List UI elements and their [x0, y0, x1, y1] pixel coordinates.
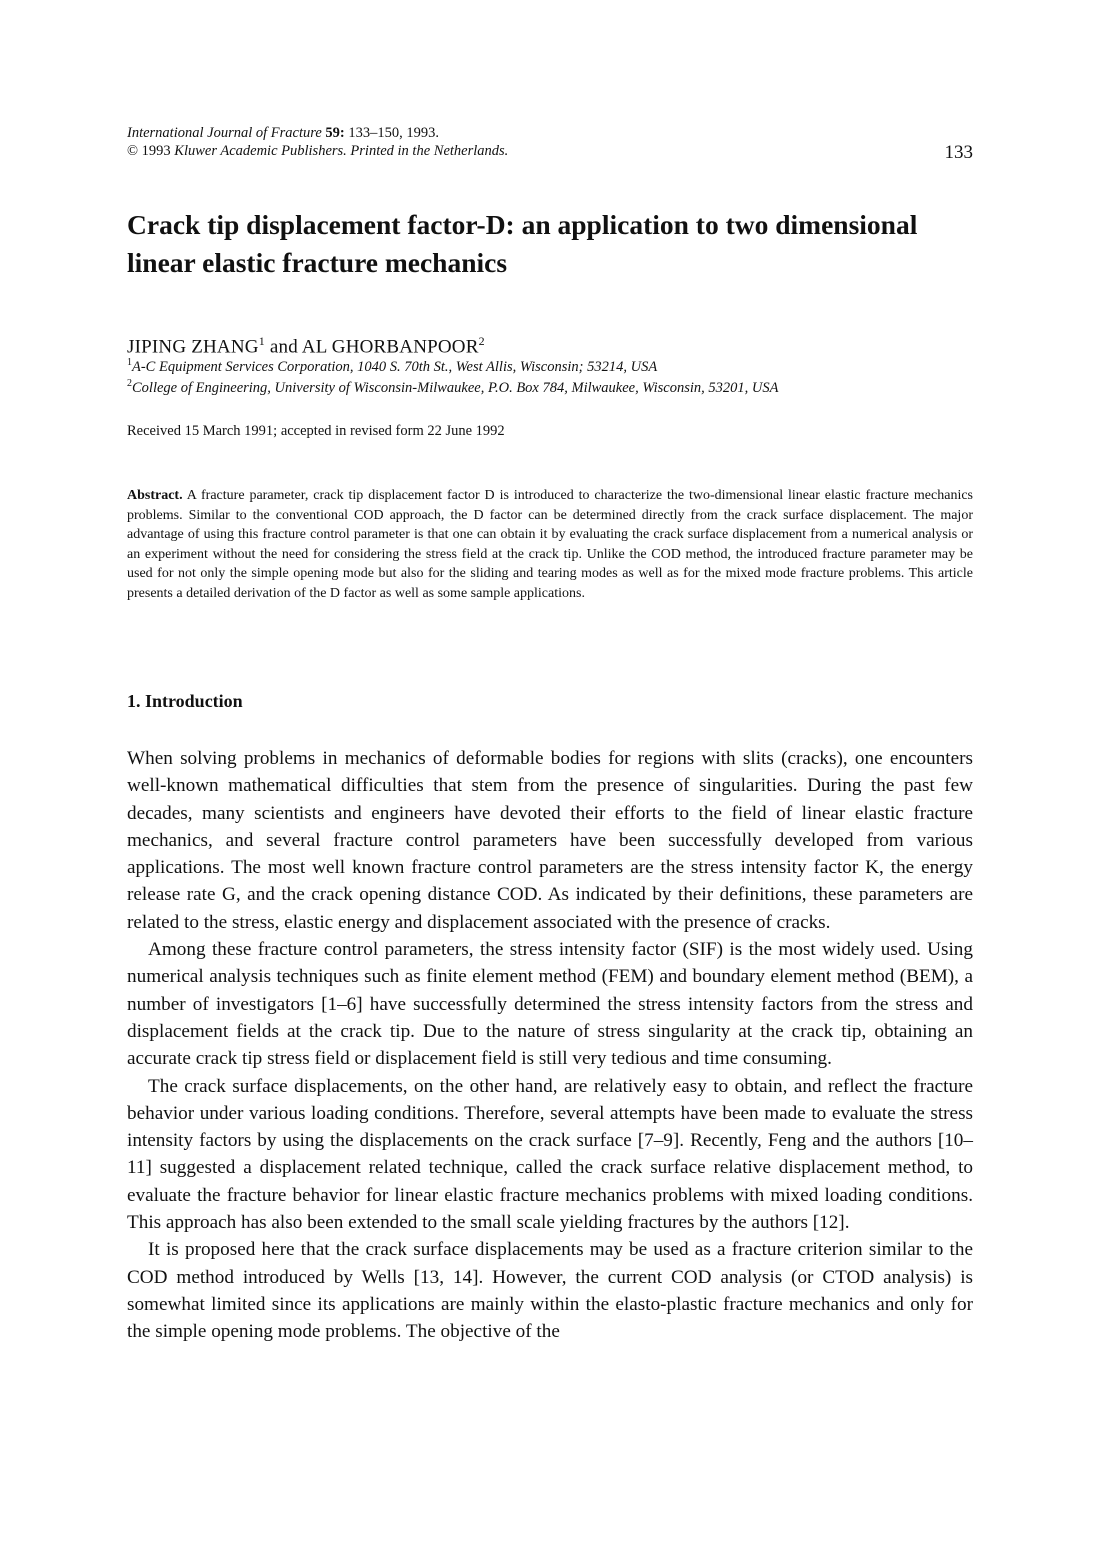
- copyright-text: Kluwer Academic Publishers. Printed in the Netherlands.: [174, 143, 509, 159]
- journal-pages: 133–150, 1993.: [348, 125, 440, 141]
- affiliation: [127, 378, 779, 397]
- author-conjunction: and: [264, 336, 302, 358]
- affiliation-mark: 1: [127, 357, 132, 368]
- affiliation-mark: 2: [127, 378, 132, 389]
- body-paragraph: It is proposed here that the crack surface displacements may be used as a fracture criterion similar to the COD method introduced by Wells [13, 14]. However, the current COD analysis (or CTOD analysis) is somewhat limited since its applications are mainly within the elasto-plastic fracture mechanics and only for the simple opening mode problems. The objective of the: [127, 1239, 973, 1343]
- author-affiliation-mark: 1: [258, 334, 265, 348]
- author-affiliation-mark: 2: [478, 334, 485, 348]
- page-header: [127, 124, 973, 163]
- author-name: AL GHORBANPOOR: [301, 336, 479, 358]
- page-number: 133: [944, 142, 973, 163]
- body-paragraph: The crack surface displacements, on the other hand, are relatively easy to obtain, and reflect the fracture behavior under various loading conditions. Therefore, several attempts have been made to evaluate the stress intensity factors by using the displacements on the crack surface [7–9]. Recently, Feng and the authors [10–11] suggested a displacement related technique, called the crack surface relative displacement method, to evaluate the fracture behavior for linear elastic fracture mechanics problems with mixed loading conditions. This approach has also been extended to the small scale yielding fractures by the authors [12].: [127, 1075, 973, 1234]
- body-text: [127, 745, 973, 1346]
- journal-name: International Journal of Fracture: [127, 125, 322, 141]
- abstract: [127, 486, 973, 603]
- copyright-line: [127, 142, 973, 160]
- affiliation-text: A-C Equipment Services Corporation, 1040 S. 70th St., West Allis, Wisconsin; 53214, USA: [132, 358, 658, 375]
- affiliation: [127, 357, 657, 376]
- affiliation-text: College of Engineering, University of Wisconsin-Milwaukee, P.O. Box 784, Milwaukee, Wisconsin, 53201, USA: [132, 379, 779, 396]
- journal-citation: [127, 124, 973, 142]
- copyright-year: 1993: [141, 143, 171, 159]
- body-paragraph: When solving problems in mechanics of deformable bodies for regions with slits (cracks), one encounters well-known mathematical difficulties that stem from the presence of singularities. During the past few decades, many scientists and engineers have devoted their efforts to the field of linear elastic fracture mechanics, and several fracture control parameters have been successfully developed from various applications. The most well known fracture control parameters are the stress intensity factor K, the energy release rate G, and the crack opening distance COD. As indicated by their definitions, these parameters are related to the stress, elastic energy and displacement associated with the presence of cracks.: [127, 748, 973, 933]
- abstract-text: A fracture parameter, crack tip displacement factor D is introduced to characterize the two-dimensional linear elastic fracture mechanics problems. Similar to the conventional COD approach, the D factor can be determined directly from the crack surface displacement. The major advantage of using this fracture control parameter is that one can obtain it by evaluating the crack surface displacement from a numerical analysis or an experiment without the need for considering the stress field at the crack tip. Unlike the COD method, the introduced fracture parameter may be used for not only the simple opening mode but also for the sliding and tearing modes as well as for the mixed mode fracture problems. This article presents a detailed derivation of the D factor as well as some sample applications.: [127, 488, 973, 601]
- journal-volume: 59:: [325, 125, 345, 141]
- body-paragraph: Among these fracture control parameters, the stress intensity factor (SIF) is the most widely used. Using numerical analysis techniques such as finite element method (FEM) and boundary element method (BEM), a number of investigators [1–6] have successfully determined the stress intensity factors from the stress and displacement fields at the crack tip. Due to the nature of stress singularity at the crack tip, obtaining an accurate crack tip stress field or displacement field is still very tedious and time consuming.: [127, 939, 973, 1070]
- abstract-label: Abstract.: [127, 488, 183, 503]
- section-heading: 1. Introduction: [127, 691, 243, 711]
- author-name: JIPING ZHANG: [127, 336, 259, 358]
- paper-title: Crack tip displacement factor-D: an application to two dimensional linear elastic fracture mechanics: [127, 209, 918, 278]
- received-dates: Received 15 March 1991; accepted in revised form 22 June 1992: [127, 423, 505, 439]
- copyright-symbol: ©: [127, 143, 139, 159]
- author-list: [127, 334, 485, 358]
